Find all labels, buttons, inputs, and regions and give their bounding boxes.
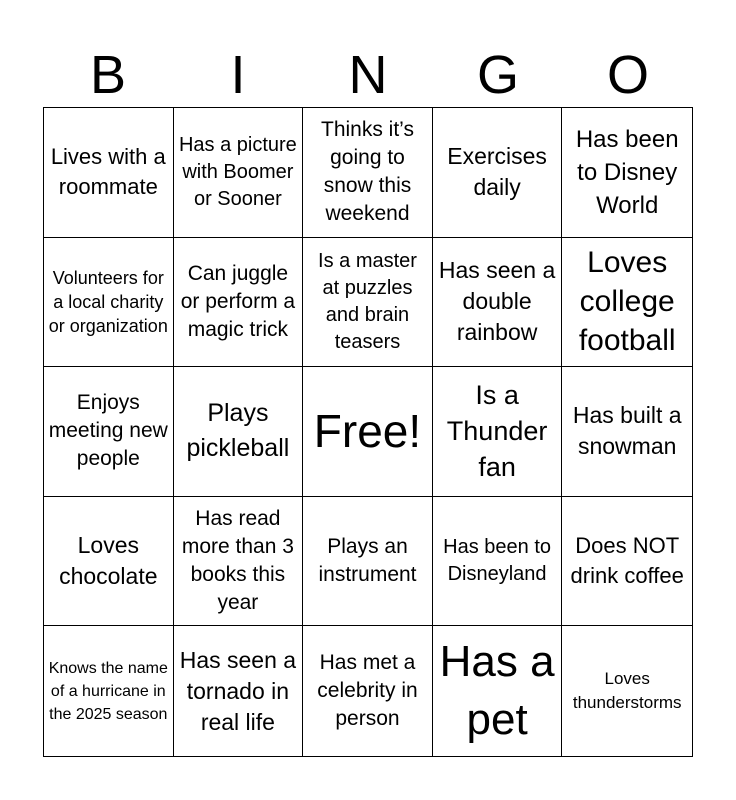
bingo-cell-free[interactable] [303,367,433,497]
bingo-cell-6[interactable] [44,238,174,368]
bingo-cell-1[interactable] [44,108,174,238]
bingo-cell-17[interactable] [174,497,304,627]
cell-text: Has seen a tornado in real life [179,646,297,735]
bingo-cell-19[interactable] [433,497,563,627]
cell-text: Has a pet [439,637,555,745]
cell-text: Lives with a roommate [50,144,166,200]
free-space-label: Free! [313,405,422,458]
cell-text: Plays pickleball [186,399,290,463]
bingo-grid [43,107,693,757]
cell-text: Is a master at puzzles and brain teasers [318,249,417,353]
cell-text: Thinks it’s going to snow this weekend [321,118,414,226]
cell-text: Has a picture with Boomer or Sooner [178,133,297,210]
cell-text: Volunteers for a local charity or organization [48,267,168,336]
cell-text: Plays an instrument [318,535,417,587]
header-letter-n: N [348,45,388,105]
header-letter-i: I [230,45,246,105]
bingo-header [43,44,693,106]
bingo-cell-23[interactable] [303,626,433,756]
bingo-cell-16[interactable] [44,497,174,627]
bingo-cell-24[interactable] [433,626,563,756]
bingo-cell-2[interactable] [174,108,304,238]
cell-text: Exercises daily [447,143,547,201]
bingo-cell-14[interactable] [433,367,563,497]
bingo-cell-11[interactable] [44,367,174,497]
cell-text: Has read more than 3 books this year [181,507,294,615]
cell-text: Has been to Disney World [575,125,679,219]
cell-text: Loves thunderstorms [572,669,682,713]
bingo-cell-12[interactable] [174,367,304,497]
bingo-cell-18[interactable] [303,497,433,627]
bingo-cell-21[interactable] [44,626,174,756]
cell-text: Has been to Disneyland [443,536,552,586]
cell-text: Does NOT drink coffee [570,533,684,589]
cell-text: Is a Thunder fan [446,380,548,483]
header-letter-b: B [89,45,127,105]
cell-text: Has met a celebrity in person [317,651,418,731]
bingo-cell-15[interactable] [562,367,692,497]
bingo-cell-7[interactable] [174,238,304,368]
bingo-cell-4[interactable] [433,108,563,238]
cell-text: Loves chocolate [59,532,158,590]
cell-text: Can juggle or perform a magic trick [180,261,296,341]
header-letter-g: G [476,45,519,105]
bingo-cell-3[interactable] [303,108,433,238]
cell-text: Has seen a double rainbow [438,257,556,346]
bingo-cell-20[interactable] [562,497,692,627]
bingo-cell-22[interactable] [174,626,304,756]
cell-text: Has built a snowman [572,402,682,460]
bingo-cell-5[interactable] [562,108,692,238]
cell-text: Knows the name of a hurricane in the 2025 season [48,659,168,723]
bingo-cell-25[interactable] [562,626,692,756]
bingo-cell-10[interactable] [562,238,692,368]
cell-text: Loves college football [578,246,676,358]
cell-text: Enjoys meeting new people [48,391,168,471]
header-letter-o: O [606,45,649,105]
bingo-cell-8[interactable] [303,238,433,368]
bingo-cell-9[interactable] [433,238,563,368]
